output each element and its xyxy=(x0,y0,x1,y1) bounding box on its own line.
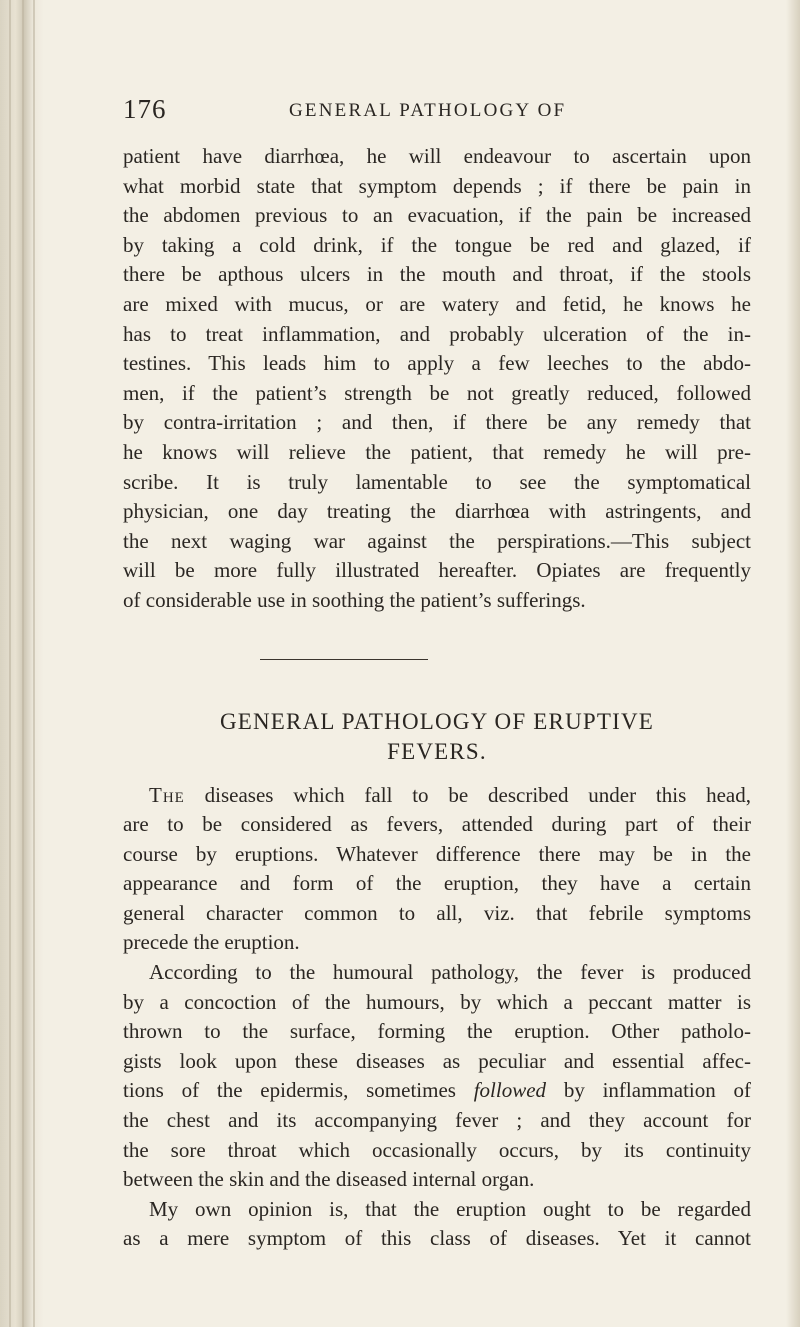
paragraph-diarrhoea-treatment xyxy=(123,142,751,616)
text-line: the next waging war against the perspirations.—This subject xyxy=(123,528,751,553)
text-line: general character common to all, viz. that febrile symptoms xyxy=(123,900,751,925)
gutter-line xyxy=(33,0,35,1327)
text-line: by a concoction of the humours, by which a peccant matter is xyxy=(123,989,751,1014)
paragraph-eruptive-fevers-intro xyxy=(123,781,751,959)
italic-word: followed xyxy=(473,1078,547,1103)
text-line: by contra-irritation ; and then, if there be any remedy that xyxy=(123,410,751,435)
text-line: will be more fully illustrated hereafter. Opiates are frequently xyxy=(123,558,751,583)
text-line: between the skin and the diseased internal organ. xyxy=(123,1167,535,1192)
text-line: precede the eruption. xyxy=(123,930,300,955)
text-line: of considerable use in soothing the patient’s sufferings. xyxy=(123,587,586,612)
text-fragment: tions of the epidermis, sometimes xyxy=(123,1078,474,1103)
text-line: the abdomen previous to an evacuation, if the pain be increased xyxy=(123,203,751,228)
text-line xyxy=(123,781,751,811)
running-head xyxy=(123,94,751,142)
text-line: patient have diarrhœa, he will endeavour to ascertain upon xyxy=(123,144,751,168)
text-line: are mixed with mucus, or are watery and fetid, he knows he xyxy=(123,291,751,316)
text-line: men, if the patient’s strength be not greatly reduced, followed xyxy=(123,380,751,405)
text-line: thrown to the surface, forming the eruption. Other patholo- xyxy=(123,1019,751,1044)
page-number: 176 xyxy=(123,94,167,124)
text-line xyxy=(123,1076,751,1106)
page-edge xyxy=(786,0,800,1327)
section-heading xyxy=(123,707,751,767)
text-line: he knows will relieve the patient, that remedy he will pre- xyxy=(123,439,751,464)
section-divider xyxy=(260,659,428,660)
text-line: the chest and its accompanying fever ; and they account for xyxy=(123,1108,751,1133)
text-fragment: diseases which fall to be described under this head, xyxy=(184,782,751,807)
text-line: by taking a cold drink, if the tongue be red and glazed, if xyxy=(123,232,751,257)
text-line: appearance and form of the eruption, they have a certain xyxy=(123,871,751,896)
text-line: physician, one day treating the diarrhœa with astringents, and xyxy=(123,499,751,524)
text-line: testines. This leads him to apply a few leeches to the abdo- xyxy=(123,351,751,376)
paragraph-author-opinion xyxy=(123,1195,751,1254)
text-fragment: by inflammation of xyxy=(546,1078,751,1103)
section-heading-line: GENERAL PATHOLOGY OF ERUPTIVE xyxy=(219,708,655,734)
text-line: what morbid state that symptom depends ; if there be pain in xyxy=(123,173,751,198)
running-title: GENERAL PATHOLOGY OF xyxy=(289,100,567,121)
text-line: are to be considered as fevers, attended during part of their xyxy=(123,812,751,837)
text-line: My own opinion is, that the eruption ought to be regarded xyxy=(149,1196,751,1221)
paragraph-humoural-pathology xyxy=(123,958,751,1195)
text-line: there be apthous ulcers in the mouth and throat, if the stools xyxy=(123,262,751,287)
gutter-line xyxy=(22,0,24,1327)
text-line: as a mere symptom of this class of diseases. Yet it cannot xyxy=(123,1226,751,1251)
book-page xyxy=(123,94,751,1254)
lead-word: The xyxy=(149,782,185,807)
text-line: course by eruptions. Whatever difference there may be in the xyxy=(123,841,751,866)
text-line: the sore throat which occasionally occurs, by its continuity xyxy=(123,1137,751,1162)
gutter-line xyxy=(9,0,11,1327)
section-body xyxy=(123,781,751,1255)
text-line: According to the humoural pathology, the fever is produced xyxy=(149,960,751,985)
text-line: gists look upon these diseases as peculiar and essential affec- xyxy=(123,1048,751,1073)
text-line: has to treat inflammation, and probably ulceration of the in- xyxy=(123,321,751,346)
text-line: scribe. It is truly lamentable to see the symptomatical xyxy=(123,469,751,494)
section-heading-line: FEVERS. xyxy=(387,738,487,764)
